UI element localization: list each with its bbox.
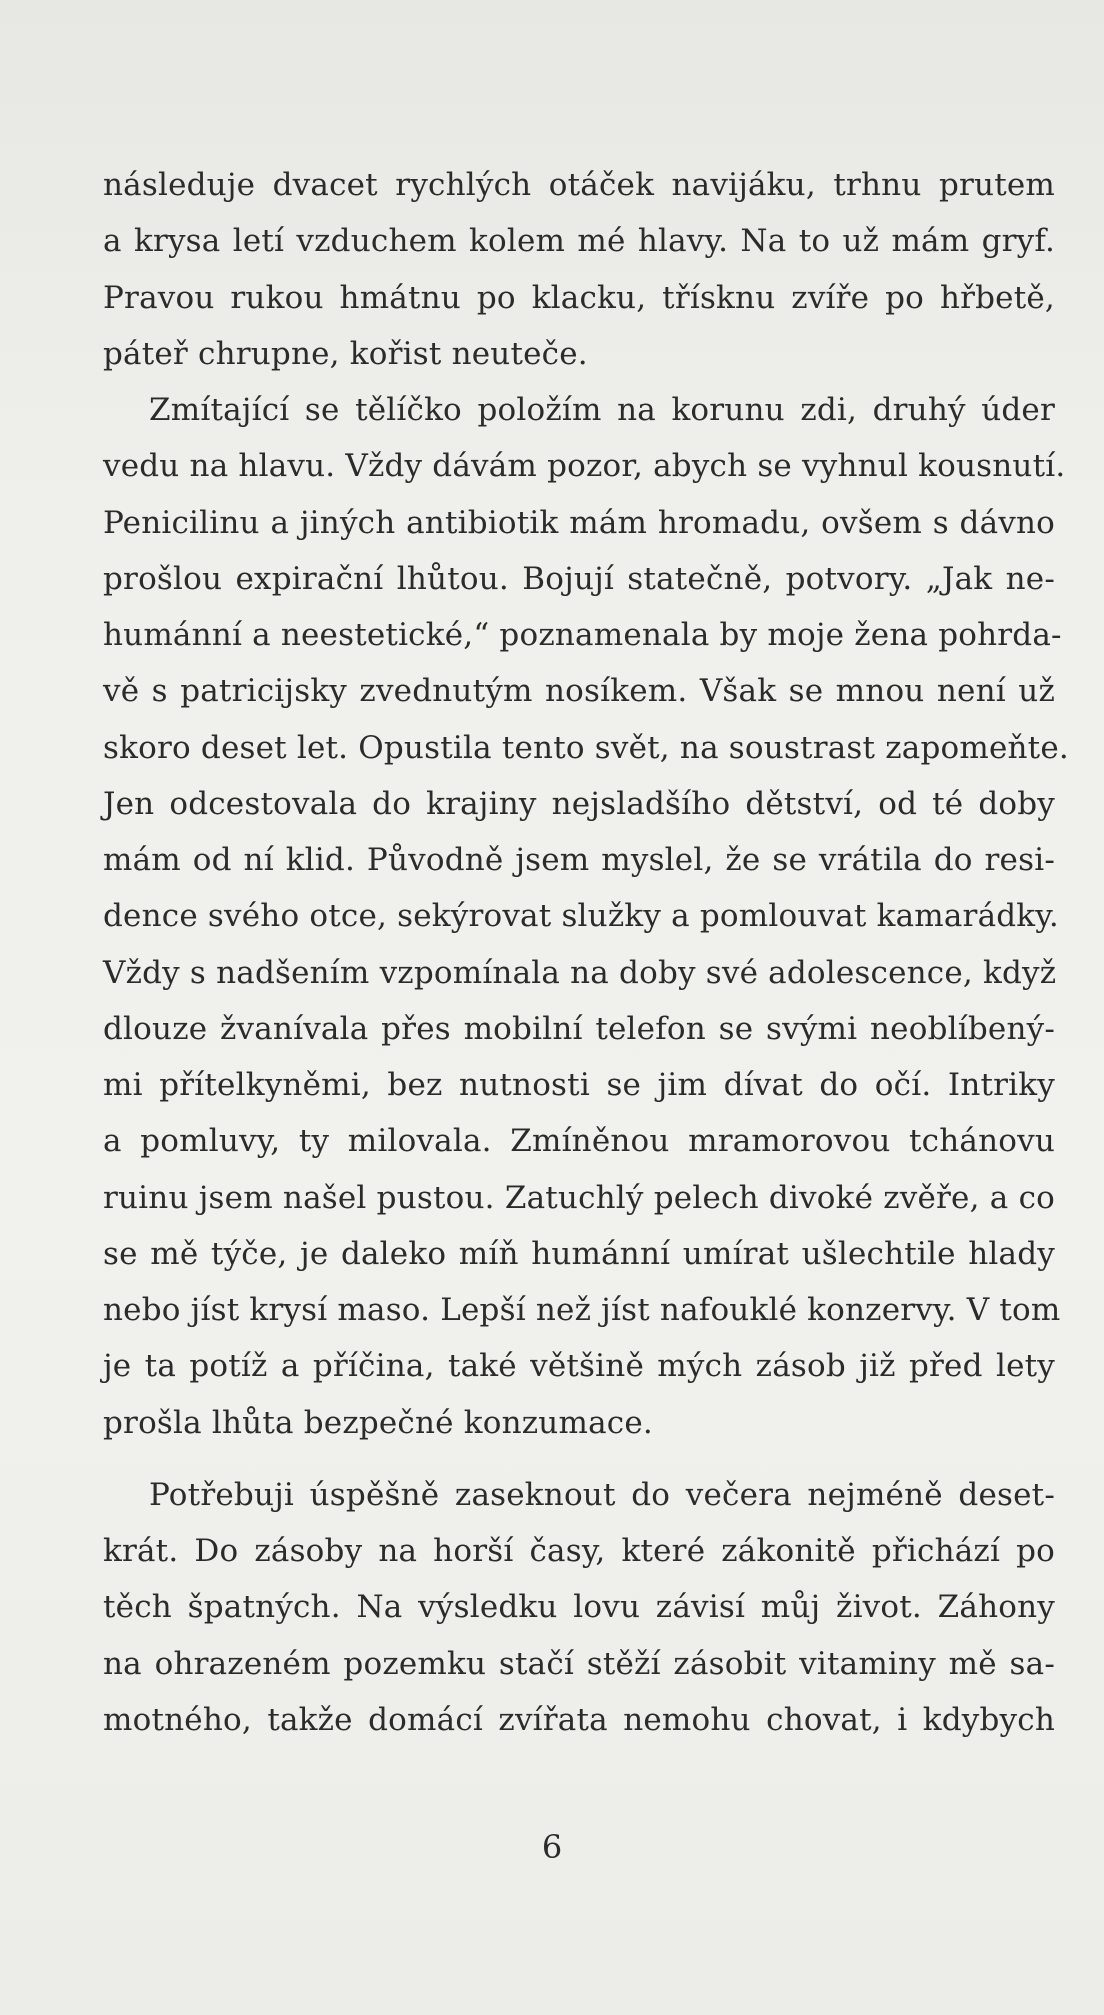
text-line: humánní a neestetické,“ poznamenala by moje žena pohrda-	[103, 617, 1062, 653]
text-line: vě s patricijsky zvednutým nosíkem. Však se mnou není už	[103, 673, 1055, 710]
text-line: motného, takže domácí zvířata nemohu chovat, i kdybych	[103, 1701, 1055, 1738]
text-line: dence svého otce, sekýrovat služky a pomlouvat kamarádky.	[103, 898, 1059, 935]
text-line: Potřebuji úspěšně zaseknout do večera nejméně deset-	[149, 1476, 1055, 1513]
text-line: a pomluvy, ty milovala. Zmíněnou mramorovou tchánovu	[103, 1123, 1055, 1160]
text-line: na ohrazeném pozemku stačí stěží zásobit vitaminy mě sa-	[103, 1645, 1055, 1682]
text-line: ruinu jsem našel pustou. Zatuchlý pelech divoké zvěře, a co	[103, 1179, 1055, 1216]
body-text	[103, 157, 1069, 1748]
text-line: skoro deset let. Opustila tento svět, na soustrast zapomeňte.	[103, 729, 1069, 766]
text-line: je ta potíž a příčina, také většině mých zásob již před lety	[103, 1348, 1055, 1385]
text-line: mi přítelkyněmi, bez nutnosti se jim dívat do očí. Intriky	[103, 1067, 1055, 1103]
paragraph-gap	[103, 1451, 1055, 1467]
text-line: následuje dvacet rychlých otáček navijáku, trhnu prutem	[103, 167, 1055, 203]
text-line: dlouze žvanívala přes mobilní telefon se svými neoblíbený-	[103, 1010, 1055, 1047]
text-line: prošla lhůta bezpečné konzumace.	[103, 1404, 653, 1441]
text-line: nebo jíst krysí maso. Lepší než jíst nafouklé konzervy. V tom	[103, 1292, 1061, 1328]
page-number: 6	[541, 1828, 563, 1866]
text-line: těch špatných. Na výsledku lovu závisí můj život. Záhony	[103, 1589, 1055, 1626]
text-line: Penicilinu a jiných antibiotik mám hromadu, ovšem s dávno	[103, 504, 1055, 541]
text-line: páteř chrupne, kořist neuteče.	[103, 335, 588, 372]
text-line: Vždy s nadšením vzpomínala na doby své adolescence, když	[103, 954, 1057, 991]
text-line: mám od ní klid. Původně jsem myslel, že se vrátila do resi-	[103, 842, 1055, 878]
text-line: a krysa letí vzduchem kolem mé hlavy. Na to už mám gryf.	[103, 223, 1055, 260]
text-line: vedu na hlavu. Vždy dávám pozor, abych se vyhnul kousnutí.	[103, 448, 1066, 485]
text-line: se mě týče, je daleko míň humánní umírat ušlechtile hlady	[103, 1235, 1055, 1272]
text-line: prošlou expirační lhůtou. Bojují statečně, potvory. „Jak ne-	[103, 560, 1055, 597]
text-line: Pravou rukou hmátnu po klacku, třísknu zvíře po hřbetě,	[103, 279, 1055, 316]
text-line: Jen odcestovala do krajiny nejsladšího dětství, od té doby	[103, 785, 1055, 822]
text-line: krát. Do zásoby na horší časy, které zákonitě přichází po	[103, 1533, 1055, 1569]
text-line: Zmítající se tělíčko položím na korunu zdi, druhý úder	[149, 392, 1055, 428]
